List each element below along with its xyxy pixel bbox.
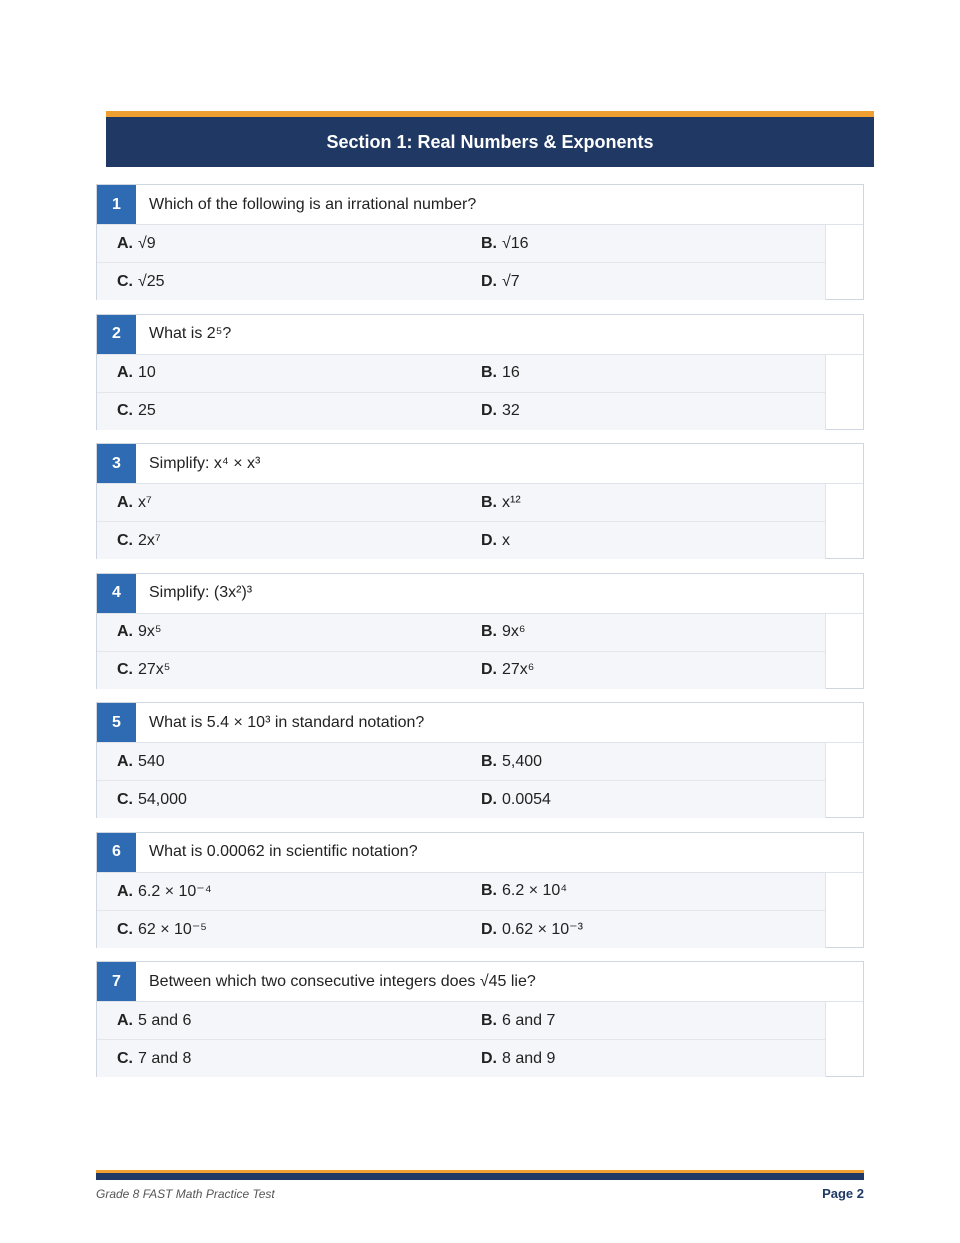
option-text: 540 [138, 752, 165, 770]
option-c[interactable] [97, 273, 461, 291]
option-d[interactable] [461, 791, 825, 809]
option-row [97, 262, 825, 300]
option-text: 6.2 × 10⁴ [502, 882, 568, 899]
option-text: 5,400 [502, 752, 543, 770]
question-card [96, 184, 864, 300]
option-text: √16 [502, 234, 529, 252]
question-number: 5 [97, 703, 136, 742]
option-b[interactable] [461, 364, 825, 382]
question-text: What is 0.00062 in scientific notation? [149, 843, 418, 860]
option-text: √25 [138, 272, 165, 290]
option-c[interactable] [97, 661, 461, 679]
option-b[interactable] [461, 494, 825, 512]
question-header [97, 703, 863, 743]
question-card [96, 573, 864, 689]
option-row [97, 873, 825, 910]
option-a[interactable] [97, 623, 461, 641]
option-b[interactable] [461, 623, 825, 641]
option-d[interactable] [461, 273, 825, 291]
option-row [97, 910, 825, 948]
question-card [96, 832, 864, 948]
option-letter: A. [117, 234, 133, 252]
option-row [97, 521, 825, 559]
option-row [97, 743, 825, 780]
option-letter: D. [481, 921, 497, 938]
option-d[interactable] [461, 919, 825, 939]
answer-options [97, 873, 826, 948]
option-letter: A. [117, 752, 133, 770]
option-text: 62 × 10⁻⁵ [138, 921, 207, 938]
option-letter: C. [117, 790, 133, 808]
option-letter: D. [481, 790, 497, 808]
question-header [97, 574, 863, 614]
option-b[interactable] [461, 1012, 825, 1030]
option-letter: A. [117, 1011, 133, 1029]
option-letter: B. [481, 623, 497, 640]
option-row [97, 780, 825, 818]
option-d[interactable] [461, 661, 825, 679]
section-title: Section 1: Real Numbers & Exponents [326, 131, 654, 152]
option-letter: B. [481, 1011, 497, 1029]
option-row [97, 1039, 825, 1077]
question-number: 4 [97, 574, 136, 613]
option-text: 0.62 × 10⁻³ [502, 921, 583, 938]
option-letter: D. [481, 661, 497, 678]
option-row [97, 1002, 825, 1039]
option-text: 9x⁵ [138, 623, 162, 640]
option-letter: A. [117, 883, 133, 900]
option-letter: A. [117, 623, 133, 640]
option-letter: C. [117, 402, 133, 419]
option-letter: B. [481, 234, 497, 252]
option-letter: C. [117, 272, 133, 290]
option-text: x¹² [502, 493, 521, 511]
option-text: √7 [502, 272, 520, 290]
option-c[interactable] [97, 532, 461, 550]
option-letter: C. [117, 661, 133, 678]
option-text: 6 and 7 [502, 1011, 556, 1029]
option-a[interactable] [97, 753, 461, 771]
option-a[interactable] [97, 1012, 461, 1030]
option-a[interactable] [97, 494, 461, 512]
option-letter: B. [481, 493, 497, 511]
option-letter: A. [117, 493, 133, 511]
option-text: 27x⁶ [502, 661, 535, 678]
option-text: x⁷ [138, 493, 152, 511]
option-letter: D. [481, 531, 497, 549]
option-text: 25 [138, 402, 156, 419]
footer-divider [96, 1170, 864, 1180]
option-letter: A. [117, 364, 133, 381]
option-row [97, 355, 825, 392]
section-header [106, 111, 874, 167]
question-number: 6 [97, 833, 136, 872]
option-text: 0.0054 [502, 790, 551, 808]
answer-options [97, 743, 826, 818]
question-header [97, 444, 863, 484]
answer-options [97, 1002, 826, 1077]
question-card [96, 314, 864, 430]
page-number: Page 2 [822, 1186, 864, 1201]
option-letter: B. [481, 882, 497, 899]
option-text: 10 [138, 364, 156, 381]
option-text: 7 and 8 [138, 1049, 192, 1067]
question-header [97, 833, 863, 873]
option-letter: C. [117, 921, 133, 938]
option-letter: D. [481, 402, 497, 419]
answer-options [97, 484, 826, 559]
option-a[interactable] [97, 364, 461, 382]
option-letter: C. [117, 1049, 133, 1067]
option-d[interactable] [461, 532, 825, 550]
option-b[interactable] [461, 235, 825, 253]
option-letter: D. [481, 272, 497, 290]
option-d[interactable] [461, 1050, 825, 1068]
option-letter: C. [117, 531, 133, 549]
option-text: 9x⁶ [502, 623, 526, 640]
option-text: 5 and 6 [138, 1011, 192, 1029]
question-number: 2 [97, 315, 136, 354]
question-card [96, 961, 864, 1077]
option-letter: D. [481, 1049, 497, 1067]
option-text: 32 [502, 402, 520, 419]
option-row [97, 484, 825, 521]
option-row [97, 392, 825, 430]
footer-document-title: Grade 8 FAST Math Practice Test [96, 1187, 275, 1201]
question-text: Between which two consecutive integers does √45 lie? [149, 972, 536, 990]
question-list [96, 184, 864, 1091]
question-card [96, 443, 864, 559]
question-card [96, 702, 864, 818]
question-text: Which of the following is an irrational number? [149, 195, 477, 213]
question-header [97, 185, 863, 225]
question-number: 7 [97, 962, 136, 1001]
question-header [97, 962, 863, 1002]
answer-options [97, 614, 826, 689]
option-text: 6.2 × 10⁻⁴ [138, 883, 212, 900]
option-letter: B. [481, 364, 497, 381]
option-row [97, 225, 825, 262]
answer-options [97, 355, 826, 430]
option-b[interactable] [461, 882, 825, 900]
question-header [97, 315, 863, 355]
option-a[interactable] [97, 235, 461, 253]
option-text: √9 [138, 234, 156, 252]
option-text: 27x⁵ [138, 661, 171, 678]
option-text: 54,000 [138, 790, 187, 808]
option-text: 8 and 9 [502, 1049, 556, 1067]
question-text: Simplify: (3x²)³ [149, 584, 253, 601]
question-text: What is 5.4 × 10³ in standard notation? [149, 713, 425, 731]
option-c[interactable] [97, 402, 461, 420]
option-row [97, 651, 825, 689]
option-a[interactable] [97, 881, 461, 901]
question-number: 3 [97, 444, 136, 483]
option-d[interactable] [461, 402, 825, 420]
option-text: 16 [502, 364, 520, 381]
question-text: Simplify: x⁴ × x³ [149, 454, 261, 472]
option-c[interactable] [97, 791, 461, 809]
option-c[interactable] [97, 919, 461, 939]
option-text: x [502, 531, 510, 549]
option-letter: B. [481, 752, 497, 770]
question-text: What is 2⁵? [149, 325, 232, 342]
option-b[interactable] [461, 753, 825, 771]
option-c[interactable] [97, 1050, 461, 1068]
option-row [97, 614, 825, 651]
answer-options [97, 225, 826, 300]
option-text: 2x⁷ [138, 531, 161, 549]
question-number: 1 [97, 185, 136, 224]
